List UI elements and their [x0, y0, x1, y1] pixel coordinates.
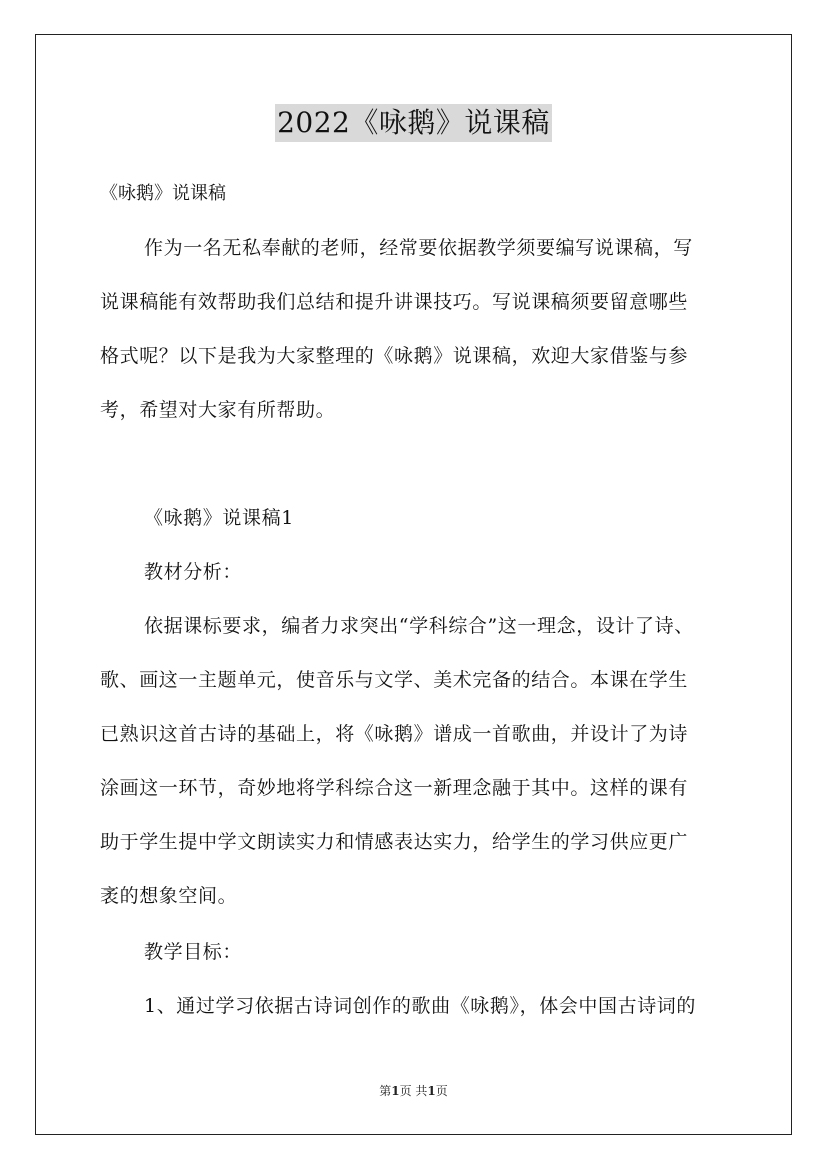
intro-line: 考，希望对大家有所帮助。: [100, 399, 336, 421]
document-title: 2022《咏鹅》说课稿: [275, 104, 552, 142]
intro-line: 说课稿能有效帮助我们总结和提升讲课技巧。写说课稿须要留意哪些: [100, 291, 689, 313]
footer-page-current: 1: [391, 1084, 400, 1098]
title-container: [0, 104, 827, 142]
material-line: 歌、画这一主题单元，使音乐与文学、美术完备的结合。本课在学生: [100, 669, 689, 691]
footer-page-total: 1: [427, 1084, 436, 1098]
footer-mid: 页 共: [399, 1084, 428, 1098]
document-subtitle: 《咏鹅》说课稿: [100, 183, 226, 204]
intro-line: 格式呢？以下是我为大家整理的《咏鹅》说课稿，欢迎大家借鉴与参: [100, 345, 689, 367]
intro-line: 作为一名无私奉献的老师，经常要依据教学须要编写说课稿，写: [144, 237, 693, 259]
footer-suffix: 页: [435, 1084, 448, 1098]
material-line: 已熟识这首古诗的基础上，将《咏鹅》谱成一首歌曲，并设计了为诗: [100, 723, 689, 745]
section-title: 《咏鹅》说课稿1: [144, 507, 294, 529]
goal-line: 1、通过学习依据古诗词创作的歌曲《咏鹅》，体会中国古诗词的: [144, 995, 696, 1017]
material-line: 袤的想象空间。: [100, 885, 238, 907]
heading-goals: 教学目标：: [144, 941, 243, 963]
material-line: 助于学生提中学文朗读实力和情感表达实力，给学生的学习供应更广: [100, 831, 689, 853]
material-line: 涂画这一环节，奇妙地将学科综合这一新理念融于其中。这样的课有: [100, 777, 689, 799]
material-line: 依据课标要求，编者力求突出“学科综合”这一理念，设计了诗、: [144, 615, 694, 637]
heading-material: 教材分析：: [144, 561, 243, 583]
footer-prefix: 第: [379, 1084, 392, 1098]
page-footer: [0, 1083, 827, 1099]
